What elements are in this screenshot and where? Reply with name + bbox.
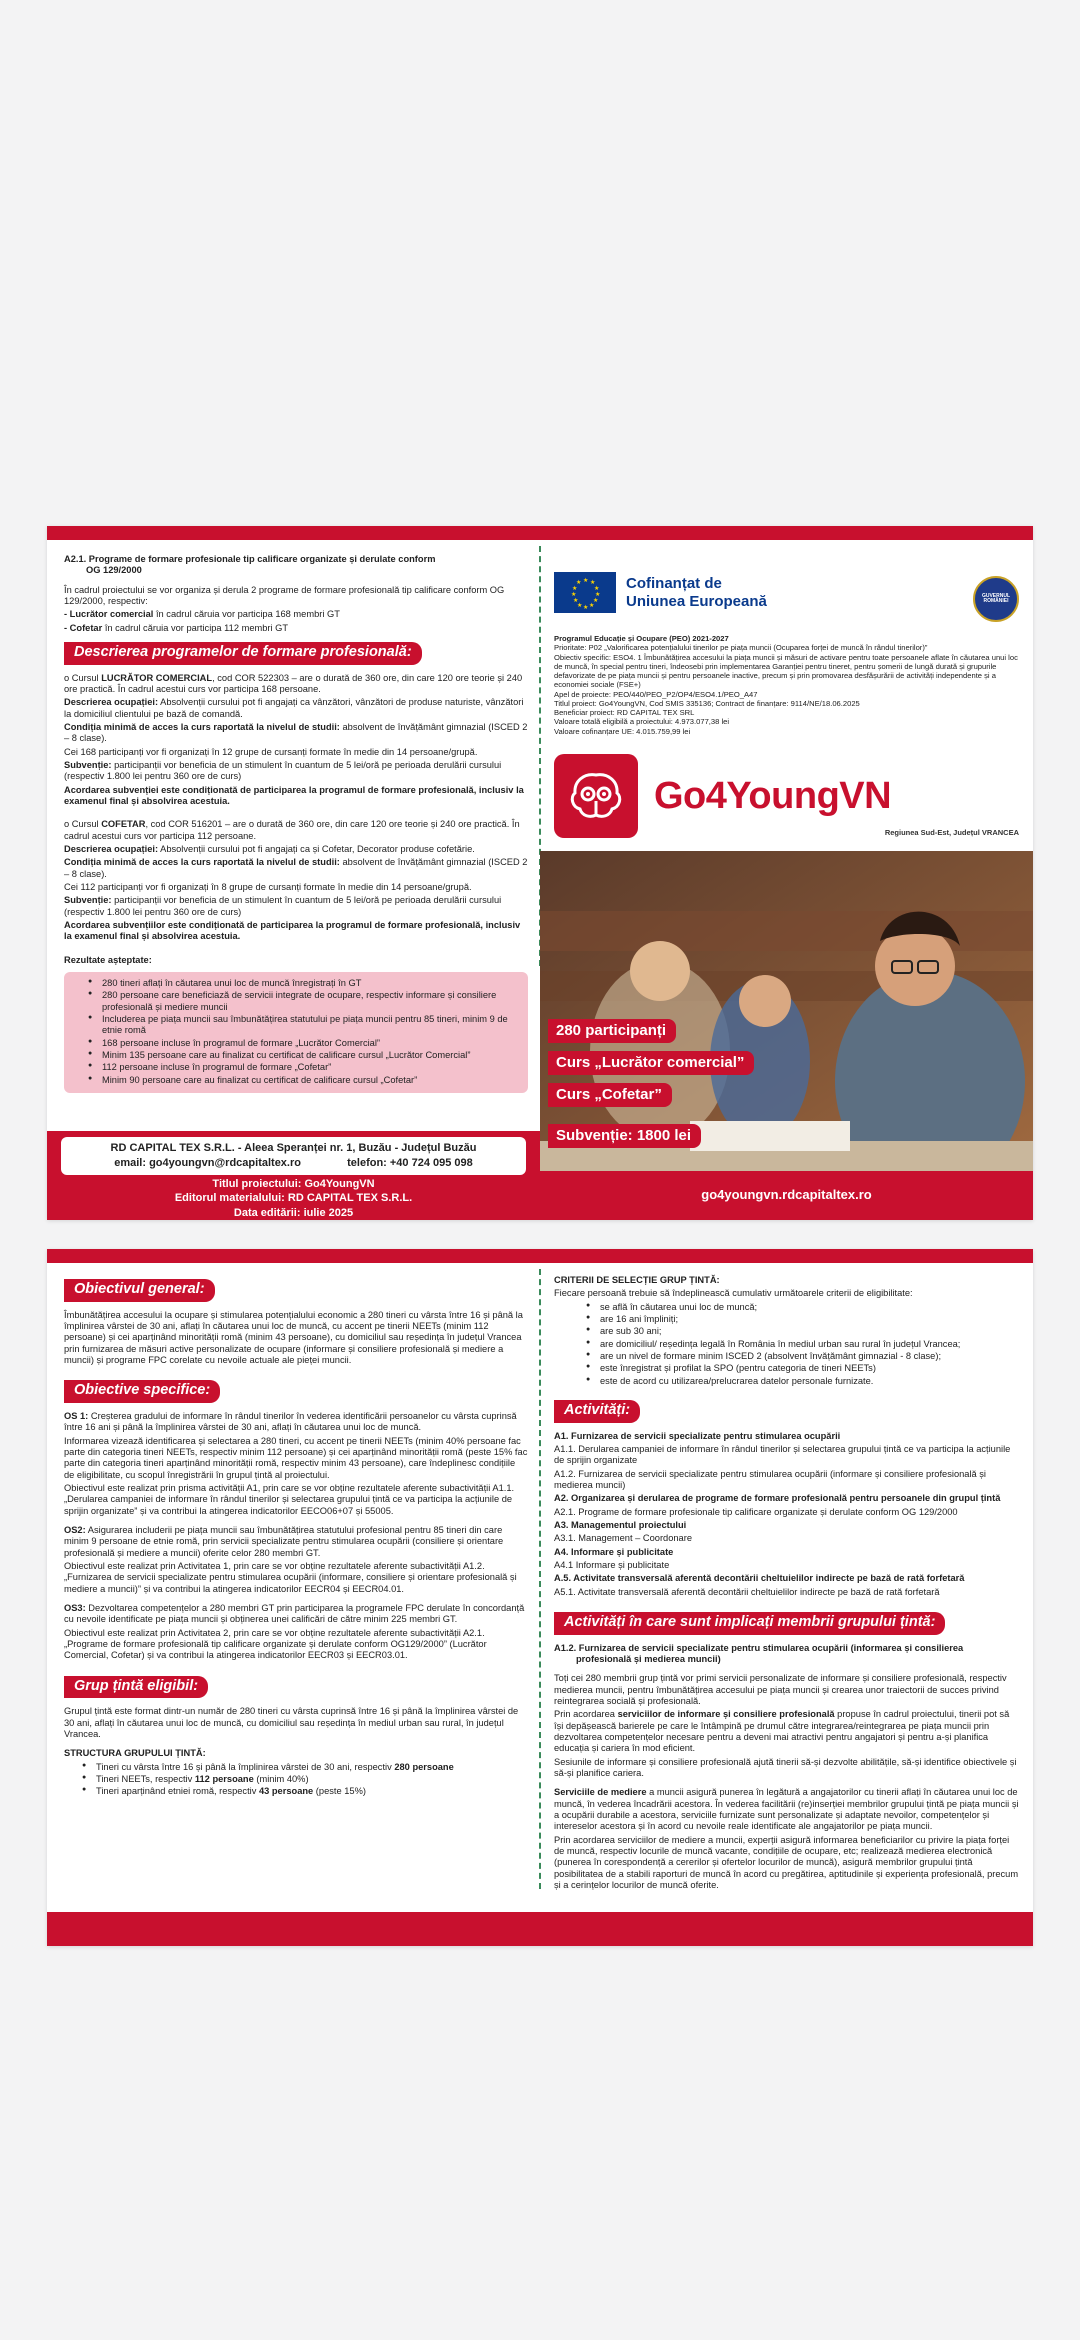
info-paragraph: Prin acordarea serviciilor de informare și consiliere profesională propuse în cadrul proiectului, tinerii pot să își depășească barierele pe care le întâmpină pe drumul către integrarea/reintegrarea pe piața muncii prin dezvoltarea competențelor necesare pentru a deveni mai atractivi pentru angajatori și pentru a-și planifica educația și cariera în mod eficient. xyxy=(554,1709,1010,1754)
brochure-page-2 xyxy=(47,1249,1033,1946)
region-label: Regiunea Sud-Est, Județul VRANCEA xyxy=(884,828,1019,837)
results-title: Rezultate așteptate: xyxy=(64,954,152,965)
badge-participants: 280 participanți xyxy=(548,1019,676,1043)
students-photo xyxy=(540,851,1033,1171)
target-group-text: Grupul țintă este format dintr-un număr de 280 tineri cu vârsta cuprinsă între 16 și până la împlinirea vârstei de 30 ani, aflați în căutarea unui loc de muncă, cu domiciliul sau reședința în mediul urban sau rural, în județul Vrancea. xyxy=(64,1706,519,1739)
criteria-item: ● are sub 30 ani; xyxy=(568,1326,1019,1337)
result-item: ● Includerea pe piața muncii sau îmbunătățirea statutului pe piața muncii pentru 85 tineri, minim 9 de etnie romă xyxy=(70,1014,520,1037)
activities-title: Activități: xyxy=(554,1400,640,1423)
government-seal-icon: GUVERNUL ROMÂNIEI xyxy=(973,576,1019,622)
activity-item: A2. Organizarea și derularea de programe de formare profesională pentru persoanele din grupul țintă xyxy=(554,1493,1001,1504)
eu-cofinancing-logo xyxy=(554,572,767,613)
criteria-item: ● este de acord cu utilizarea/prelucrarea datelor personale furnizate. xyxy=(568,1376,1019,1387)
eu-line-2: Uniunea Europeană xyxy=(626,592,767,610)
activity-item: A4. Informare și publicitate xyxy=(554,1546,674,1557)
project-info: Programul Educație și Ocupare (PEO) 2021-2027 Prioritate: P02 „Valorificarea potențialului tinerilor pe piața muncii (Ocuparea forței de muncă în rândul tinerilor)” Obiectiv specific: ESO4. 1 Îmbunătățirea accesului la piața muncii și măsuri de activare pentru toate persoanele aflate în căutarea unui loc de muncă, în special pentru tineri, îndeosebi prin implementarea Garanției pentru tineret, pentru șomerii de lungă durată și grupurile defavorizate de pe piața muncii și pentru persoanele inactive, precum și prin promovarea desfășurării de activități independente și a economiei sociale (FSE+) Apel de proiecte: PEO/440/PEO_P2/OP4/ESO4.1/PEO_A47 Titlul proiect: Go4YoungVN, Cod SMIS 335136; Contract de finanțare: 9114/NE/18.06.2025 Beneficiar proiect: RD CAPITAL TEX SRL Valoare totală eligibilă a proiectului: 4.973.077,38 lei Valoare cofinanțare UE: 4.015.759,99 lei xyxy=(554,634,1018,736)
eu-line-1: Cofinanțat de xyxy=(626,575,722,593)
top-red-band xyxy=(47,526,1033,540)
involved-heading: A1.2. Furnizarea de servicii specializate pentru stimularea ocupării (informarea și consilierea profesională și medierea muncii) xyxy=(554,1642,964,1664)
criteria-item: ● este înregistrat și profilat la SPO (pentru categoria de tineri NEETs) xyxy=(568,1363,1019,1374)
criteria-item: ● are domiciliul/ reședința legală în România în mediul urban sau rural în județul Vrancea; xyxy=(568,1339,1019,1350)
contact-phone[interactable]: telefon: +40 724 095 098 xyxy=(347,1156,473,1169)
contact-footer xyxy=(47,1131,540,1220)
structure-title: STRUCTURA GRUPULUI ȚINTĂ: xyxy=(64,1748,206,1759)
page2-left-column xyxy=(47,1263,540,1799)
course-lucrator-comercial: o Cursul LUCRĂTOR COMERCIAL, cod COR 522303 – are o durată de 360 ore, din care 120 ore teorie și 240 ore practică. În cadrul acestui curs vor participa 168 persoane. Descrierea ocupației: Absolvenții cursului pot fi angajați ca vânzători, vânzători de produse naturiste, vânzători la domiciliul clientului pe bază de comandă. Condiția minimă de acces la curs raportată la nivelul de studii: absolvent de învățământ gimnazial (ISCED 2 – 8 clase). Cei 168 participanți vor fi organizați în 12 grupe de cursanți formate în medie din 14 persoane/grupă. Subvenție: participanții vor beneficia de un stimulent în cuantum de 5 lei/oră pe perioada derulării cursului (respectiv 1.800 lei pentru 360 ore de curs) Acordarea subvenției este condiționată de participarea la programul de formare profesională, inclusiv la examenul final și absolvirea acestuia. xyxy=(64,672,528,806)
a21-heading: A2.1. Programe de formare profesionale tip calificare organizate și derulate conform OG 129/2000 xyxy=(64,554,436,576)
structure-item: ● Tineri NEETs, respectiv 112 persoane (minim 40%) xyxy=(64,1774,528,1785)
criteria-item: ● se află în căutarea unui loc de muncă; xyxy=(568,1302,1019,1313)
criteria-intro: Fiecare persoană trebuie să îndeplinească cumulativ următoarele criterii de eligibilitate: xyxy=(554,1288,913,1299)
company-address: RD CAPITAL TEX S.R.L. - Aleea Speranței nr. 1, Buzău - Județul Buzău xyxy=(110,1142,477,1154)
description-title: Descrierea programelor de formare profesională: xyxy=(64,642,422,665)
top-red-band xyxy=(47,1249,1033,1263)
edition-info: Titlul proiectului: Go4YoungVN Editorul materialului: RD CAPITAL TEX S.R.L. Data editării: iulie 2025 xyxy=(174,1178,413,1219)
website-link[interactable]: go4youngvn.rdcapitaltex.ro xyxy=(540,1171,1033,1220)
result-item: ● Minim 135 persoane care au finalizat cu certificat de calificare cursul „Lucrător Comercial” xyxy=(70,1050,520,1061)
brain-gears-icon xyxy=(554,754,638,838)
info-paragraph: Toți cei 280 membrii grup țintă vor primi servicii personalizate de informare și consiliere profesională, respectiv medierea muncii, pentru îmbunătățirea accesului pe piața muncii și crearea unor traiectorii de succes privind reintegrarea socială și profesională. xyxy=(554,1673,1007,1706)
criteria-title: CRITERII DE SELECȚIE GRUP ȚINTĂ: xyxy=(554,1275,720,1285)
badge-course-lucrator: Curs „Lucrător comercial” xyxy=(548,1051,754,1075)
result-item: ● 112 persoane incluse în programul de formare „Cofetar” xyxy=(70,1062,520,1073)
structure-list xyxy=(64,1762,528,1798)
project-logo xyxy=(554,754,891,838)
objective-os2: OS2: Asigurarea includerii pe piața muncii sau îmbunătățirea statutului profesional pentru 85 tineri din care minim 9 persoane de etnie romă, prin servicii specializate pentru stimularea ocupării (consiliere și orientare profesională și mediere a muncii) oferite celor 280 membri GT. Obiectivul este realizat prin Activitatea 1, prin care se vor obține rezultatele aferente subactivității A1.2. „Furnizarea de servicii specializate pentru stimularea ocupării (informare, consiliere și orientare profesională și mediere a muncii)” și va contribui la atingerea indicatorilor EECR04 și EECR04.01. xyxy=(64,1524,517,1594)
eu-flag-icon: ★ ★ ★ ★ ★ ★ ★ ★ ★ ★ ★ ★ xyxy=(554,572,616,613)
course-cofetar: o Cursul COFETAR, cod COR 516201 – are o durată de 360 ore, din care 120 ore teorie și 240 ore practică. În cadrul acestui curs vor participa 112 persoane. Descrierea ocupației: Absolvenții cursului pot fi angajați ca și Cofetar, Decorator produse cofetărie. Condiția minimă de acces la curs raportată la nivelul de studii: absolvent de învățământ gimnazial (ISCED 2 – 8 clase). Cei 112 participanți vor fi organizați în 8 grupe de cursanți formate în medie din 14 persoane/grupă. Subvenție: participanții vor beneficia de un stimulent în cuantum de 5 lei/oră pe perioada derulării cursului (respectiv 1.800 lei pentru 360 ore de curs) Acordarea subvențiilor este condiționată de participarea la programul de formare profesională, inclusiv la examenul final și absolvirea acestuia. xyxy=(64,819,528,942)
activity-item: A1. Furnizarea de servicii specializate pentru stimularea ocupării xyxy=(554,1430,841,1441)
target-group-title: Grup țintă eligibil: xyxy=(64,1676,208,1699)
activity-item: A5.1. Activitate transversală aferentă decontării cheltuielilor indirecte pe bază de rată forfetară xyxy=(554,1586,940,1597)
activity-item: A3. Managementul proiectului xyxy=(554,1519,687,1530)
general-objective-title: Obiectivul general: xyxy=(64,1279,215,1302)
criteria-item: ● are un nivel de formare minim ISCED 2 (absolvent învățământ gimnazial - 8 clase); xyxy=(568,1351,1019,1362)
result-item: ● 280 tineri aflați în căutarea unui loc de muncă înregistrați în GT xyxy=(70,978,520,989)
activity-item: A1.2. Furnizarea de servicii specializate pentru stimularea ocupării (informare și consiliere profesională și medierea muncii) xyxy=(554,1468,986,1490)
mediation-paragraph: Serviciile de mediere a muncii asigură punerea în legătură a angajatorilor cu tinerii aflați în căutarea unui loc de muncă, în vederea încadrării acestora. În vederea facilitării (re)inserției membrilor grupului țintă pe piața muncii și a ocupării durabile a acestora, serviciile furnizate sunt personalizate și adaptate nevoilor, competențelor și intereselor acestora și în acord cu nevoile reale identificate ale angajatorilor pe piața muncii. xyxy=(554,1787,1019,1832)
activity-item: A.5. Activitate transversală aferentă decontării cheltuielilor indirecte pe bază de rată forfetară xyxy=(554,1573,965,1584)
bottom-red-band xyxy=(47,1912,1033,1946)
info-paragraph: Sesiunile de informare și consiliere profesională ajută tinerii să-și dezvolte abilitățile, să-și identifice obiectivele și să-și planifice cariera. xyxy=(554,1756,1017,1778)
activity-item: A2.1. Programe de formare profesionale tip calificare organizate și derulate conform OG 129/2000 xyxy=(554,1506,958,1517)
page2-right-column xyxy=(540,1263,1033,1893)
brochure-page-1 xyxy=(47,526,1033,1220)
intro-item: - Lucrător comercial în cadrul căruia vor participa 168 membri GT xyxy=(64,609,340,620)
activity-item: A4.1 Informare și publicitate xyxy=(554,1559,670,1570)
courses-intro: În cadrul proiectului se vor organiza și derula 2 programe de formare profesională tip calificare conform OG 129/2000, respectiv: xyxy=(64,584,505,606)
expected-results-box xyxy=(64,972,528,1093)
result-item: ● Minim 90 persoane care au finalizat cu certificat de calificare cursul „Cofetar” xyxy=(70,1075,520,1086)
mediation-paragraph: Prin acordarea serviciilor de mediere a muncii, experții asigură informarea beneficiarilor cu privire la piața forței de muncă, respectiv locurile de muncă vacante, condițiile de ocupare, etc; realizează medierea electronică (punerea în corespondență a cererilor și ofertelor locurilor de muncă), asigură membrilor grupului țintă posibilitatea de a stabili raporturi de muncă în acord cu pregătirea, aptitudinile și experiența profesională, precum și a cerințelor locurilor de muncă oferite. xyxy=(554,1834,1019,1890)
intro-item: - Cofetar în cadrul căruia vor participa 112 membri GT xyxy=(64,622,289,633)
criteria-list xyxy=(568,1302,1019,1387)
specific-objectives-title: Obiective specifice: xyxy=(64,1380,220,1403)
page1-left-column xyxy=(47,540,540,1097)
structure-item: ● Tineri aparținând etniei romă, respectiv 43 persoane (peste 15%) xyxy=(64,1786,528,1797)
structure-item: ● Tineri cu vârsta între 16 și până la împlinirea vârstei de 30 ani, respectiv 280 persoane xyxy=(64,1762,528,1773)
activities-list xyxy=(554,1431,1019,1598)
criteria-item: ● are 16 ani împliniți; xyxy=(568,1314,1019,1325)
general-objective-text: Îmbunătățirea accesului la ocupare și stimularea potențialului economic a 280 tineri cu vârsta între 16 și până la împlinirea vârstei de 30 ani, aflați în căutarea unui loc de muncă, cu accent pe tinerii NEETs (minim 112 persoane) și cei aparținând minorității romă (minim 43 persoane), cu domiciliul sau reședința în județul Vrancea prin furnizarea de măsuri active personalizate de ocupare (informare și consiliere profesională și mediere a muncii) și programe FPC corelate cu nevoile actuale ale pieței muncii. xyxy=(64,1309,523,1365)
badge-course-cofetar: Curs „Cofetar” xyxy=(548,1083,672,1107)
badge-subsidy: Subvenție: 1800 lei xyxy=(548,1124,701,1148)
involved-activities-title: Activități în care sunt implicați membrii grupului țintă: xyxy=(554,1612,945,1635)
result-item: ● 168 persoane incluse în programul de formare „Lucrător Comercial” xyxy=(70,1038,520,1049)
objective-os1: OS 1: Creșterea gradului de informare în rândul tinerilor în vederea identificării persoanelor cu vârsta cuprinsă între 16 ani și până la împlinirea vârstei de 30 ani, aflați în căutarea unui loc de muncă. Informarea vizează identificarea și selectarea a 280 tineri, cu accent pe tinerii NEETs (minim 40% persoane fac parte din categoria tineri NEETs, respectiv minim 112 persoane) și cei aparținând minorității romă (peste 15% fac parte din categoria tineri aparținând minorității romă, respectiv minim 43 persoane), care îndeplinesc condițiile de eligibilitate, cu scopul înregistrării în grupul țintă al proiectului. Obiectivul este realizat prin prisma activității A1, prin care se vor obține rezultatele aferente subactivității A1.1. „Derularea campaniei de informare în rândul tinerilor și selectarea grupului țintă ce va participa la acțiunile de sprijin organizate” și va contribui la atingerea indicatorilor EECO06+07 și 55005. xyxy=(64,1411,528,1516)
result-item: ● 280 persoane care beneficiază de servicii integrate de ocupare, respectiv informare și consiliere profesională și mediere muncii xyxy=(70,990,520,1013)
contact-box xyxy=(61,1137,526,1175)
contact-email[interactable]: email: go4youngvn@rdcapitaltex.ro xyxy=(114,1156,301,1169)
logo-name: Go4YoungVN xyxy=(654,774,892,817)
objective-os3: OS3: Dezvoltarea competențelor a 280 membri GT prin participarea la programele FPC derulate în concordanță cu nevoile identificate pe piața muncii și obținerea unei calificări de către minim 225 membri GT. Obiectivul este realizat prin Activitatea 2, prin care se vor obține rezultatele aferente subactivității A2.1. „Programe de formare profesională tip calificare organizate și derulate conform OG129/2000” (Lucrător Comercial, Cofetar) și va contribui la atingerea indicatorilor EECR03 și EECR03.01. xyxy=(64,1602,525,1661)
activity-item: A1.1. Derularea campaniei de informare în rândul tinerilor și selectarea grupului țintă ce va participa la acțiunile de sprijin organizate xyxy=(554,1443,1011,1466)
activity-item: A3.1. Management – Coordonare xyxy=(554,1533,692,1544)
